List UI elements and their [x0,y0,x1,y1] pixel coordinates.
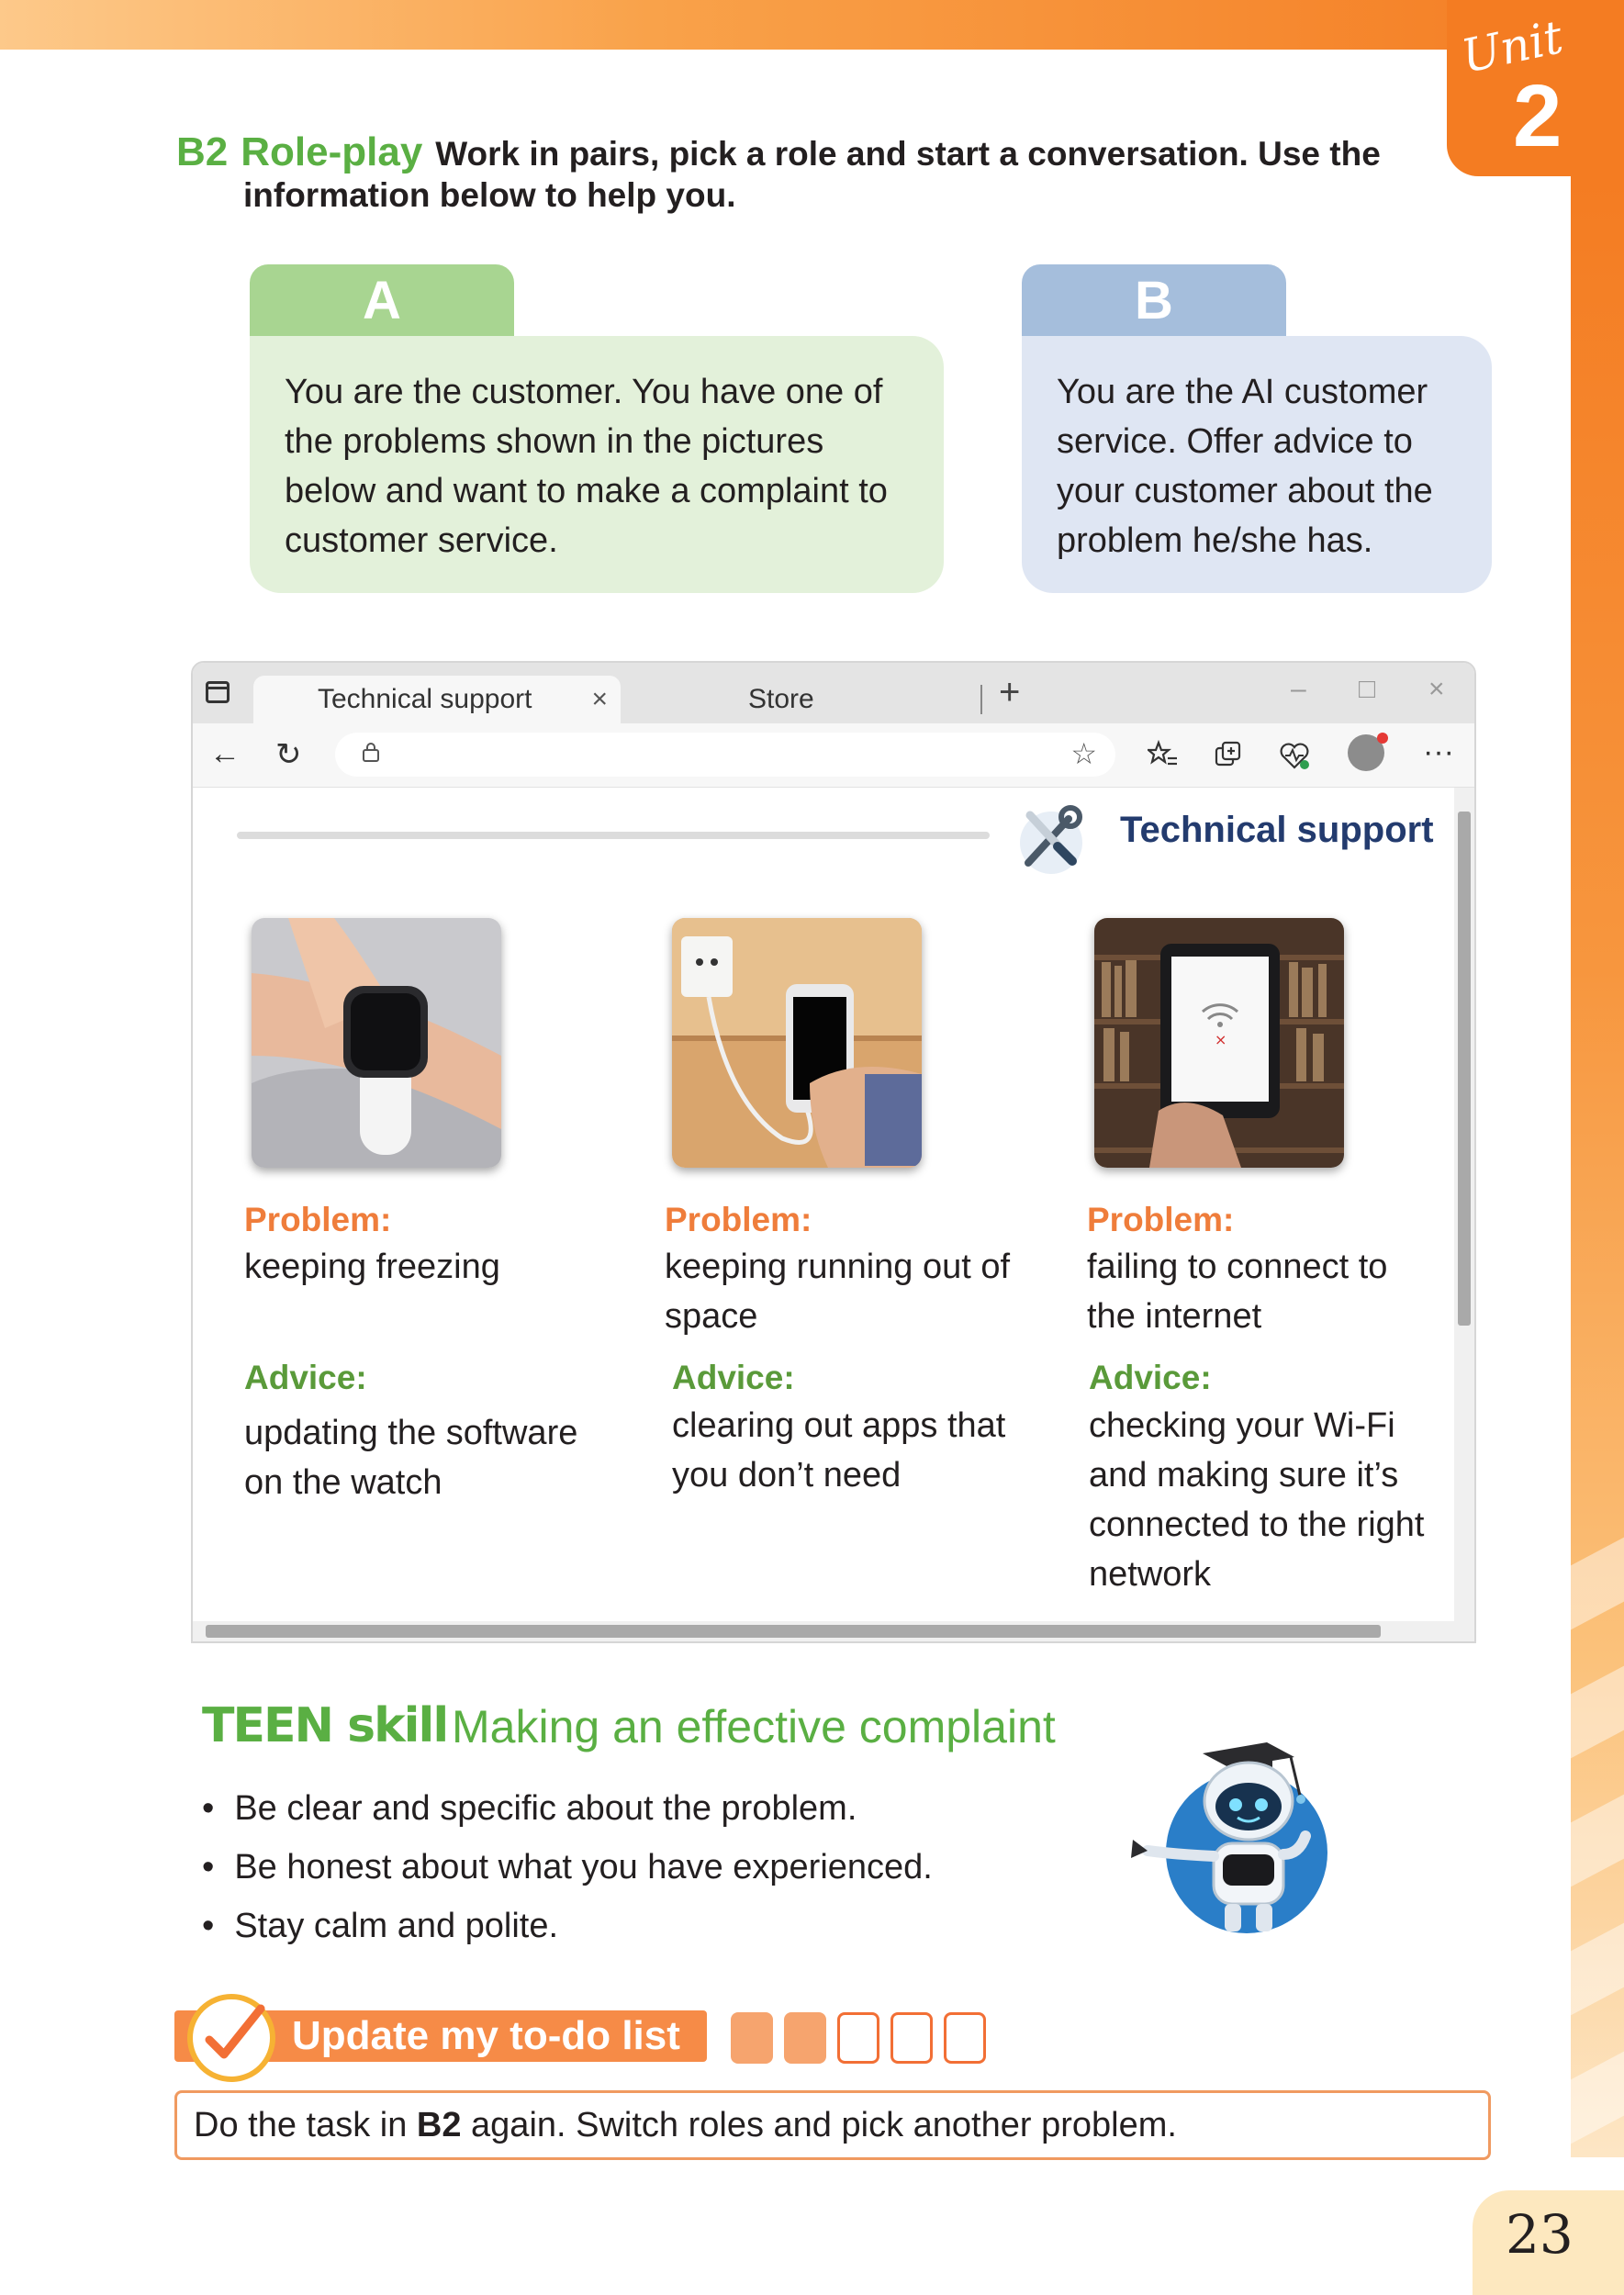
advice-label: Advice: [1089,1359,1212,1396]
tab-actions-icon[interactable] [206,681,230,703]
browser-tab-strip [193,663,1474,723]
phone-charging-photo [672,918,922,1168]
tab-close-icon[interactable]: × [591,684,608,714]
horizontal-scroll-thumb[interactable] [206,1625,1381,1638]
exercise-title: Role-play [241,129,423,174]
svg-text:×: × [1215,1031,1227,1048]
back-arrow-icon[interactable]: ← [209,736,241,771]
tab-label: Store [748,684,814,714]
browser-toolbar [193,723,1474,788]
problem-label: Problem: [1087,1201,1235,1238]
teen-skill-title: Making an effective complaint [452,1701,1056,1752]
teen-skill-list [202,1779,933,1955]
advice-text: updating the software on the watch [244,1414,578,1502]
unit-number: 2 [1513,67,1562,165]
role-a-tab: A [250,264,514,338]
role-a-card: You are the customer. You have one of the problems shown in the pictures below and want to make a complaint to customer service. [250,336,944,593]
b2-heading [176,129,1406,178]
vertical-scroll-thumb[interactable] [1458,812,1471,1326]
robot-mascot-icon [1111,1717,1340,1946]
unit-word: Unit [1457,10,1568,84]
more-options-icon[interactable]: ··· [1423,734,1454,769]
exercise-code: B2 [176,129,229,174]
role-b-tab: B [1022,264,1286,338]
advice-label: Advice: [672,1359,795,1396]
problem-text: keeping freezing [244,1248,500,1286]
horizontal-scrollbar[interactable] [193,1621,1474,1641]
tab-store[interactable] [748,676,987,725]
todo-task [174,2090,1491,2160]
browser-content [193,788,1458,1625]
todo-label: Update my to-do list [292,2013,680,2058]
favorites-icon[interactable] [1148,740,1179,771]
refresh-icon[interactable]: ↻ [275,737,302,772]
favorite-star-icon[interactable]: ☆ [1070,737,1097,770]
advice-text: checking your Wi-Fi and making sure it’s connected to the right network [1089,1406,1425,1594]
close-window-button[interactable]: × [1428,674,1445,704]
list-item: • Stay calm and polite. [202,1897,933,1955]
profile-avatar[interactable] [1348,734,1384,771]
advice-label: Advice: [244,1359,367,1396]
list-item: • Be clear and specific about the problem. [202,1779,933,1838]
teen-skill-label: TEEN skill [202,1698,448,1753]
tab-label: Technical support [318,684,532,714]
progress-square [837,2012,879,2064]
task-text: again. Switch roles and pick another problem. [461,2106,1177,2144]
progress-square [784,2012,826,2064]
minimize-button[interactable]: – [1291,674,1306,704]
page-number: 23 [1506,2203,1574,2266]
advice-text: clearing out apps that you don’t need [672,1406,1006,1495]
health-icon[interactable] [1278,740,1311,771]
page-header-line [237,832,990,839]
vertical-scrollbar[interactable] [1454,788,1474,1625]
maximize-button[interactable]: □ [1359,674,1376,704]
unit-tab [1447,0,1624,176]
exercise-instruction: Work in pairs, pick a role and start a conversation. Use the [435,135,1381,173]
problem-text: failing to connect to the internet [1087,1248,1388,1336]
new-tab-button[interactable]: + [999,672,1021,712]
exercise-instruction-cont: information below to help you. [243,176,736,214]
problem-text: keeping running out of space [665,1248,1011,1336]
task-ref: B2 [416,2106,462,2144]
tablet-no-wifi-photo [1094,918,1344,1168]
progress-square [890,2012,933,2064]
progress-square [731,2012,773,2064]
lock-icon [363,742,379,762]
list-item: • Be honest about what you have experienced. [202,1838,933,1897]
checkmark-icon [187,1994,275,2082]
task-text: Do the task in [194,2106,417,2144]
smartwatch-photo [252,918,501,1168]
collections-icon[interactable] [1214,740,1245,771]
top-banner [0,0,1624,50]
problem-label: Problem: [244,1201,392,1238]
problem-label: Problem: [665,1201,812,1238]
address-bar[interactable] [335,733,1115,777]
tab-separator [980,685,982,714]
tools-icon [1012,799,1091,878]
tab-technical-support[interactable] [253,676,621,725]
page-title: Technical support [1120,810,1434,850]
browser-window [191,661,1476,1643]
progress-square [944,2012,986,2064]
side-decor-strip [1571,174,1624,2157]
role-b-card: You are the AI customer service. Offer advice to your customer about the problem he/she has. [1022,336,1492,593]
